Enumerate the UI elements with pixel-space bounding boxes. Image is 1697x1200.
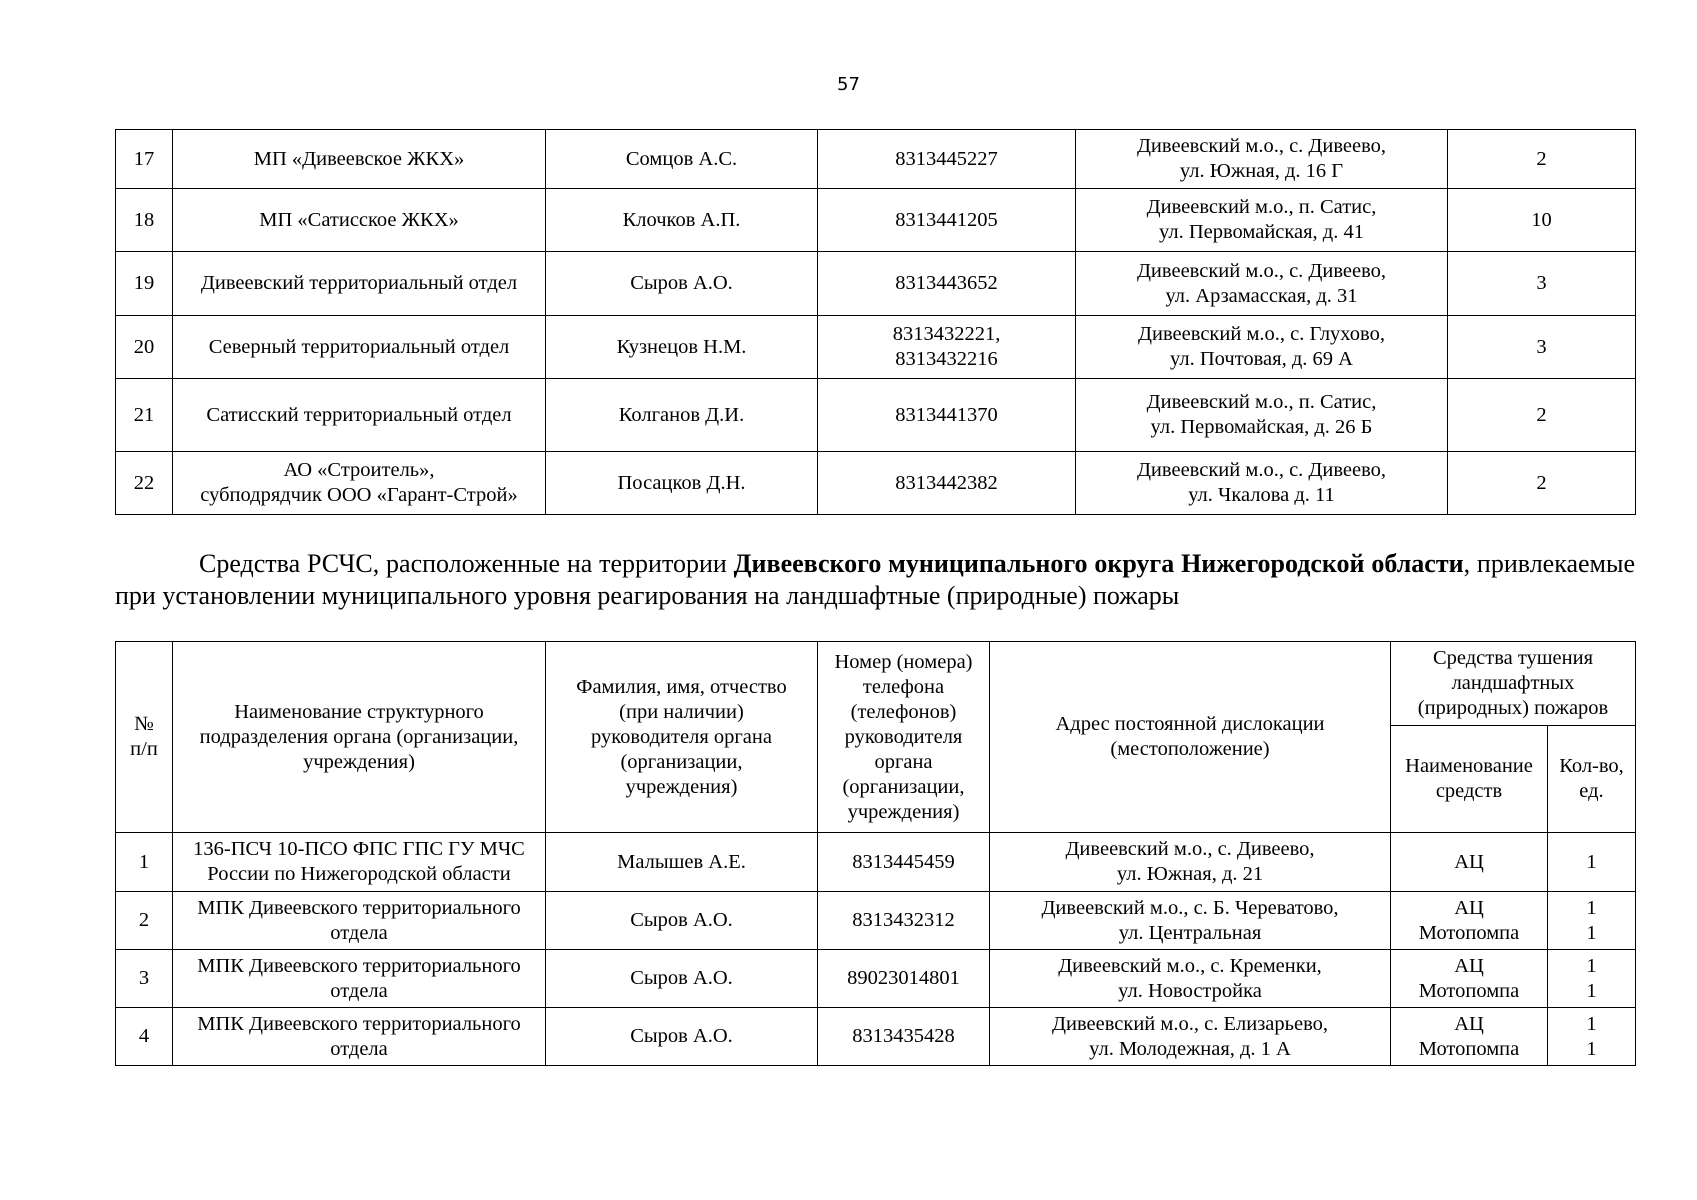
- row-number: 20: [116, 316, 173, 379]
- means-quantity: 1 1: [1548, 892, 1636, 950]
- phone-number: 8313441370: [818, 379, 1076, 452]
- row-number: 4: [116, 1008, 173, 1066]
- means-name: АЦ Мотопомпа: [1391, 892, 1548, 950]
- rschs-resources-table: [115, 641, 1636, 1066]
- organization-name: МПК Дивеевского территориального отдела: [173, 892, 546, 950]
- address: Дивеевский м.о., п. Сатис, ул. Первомайская, д. 41: [1076, 189, 1448, 252]
- address: Дивеевский м.о., с. Б. Череватово, ул. Центральная: [990, 892, 1391, 950]
- means-quantity: 1 1: [1548, 950, 1636, 1008]
- quantity: 3: [1448, 252, 1636, 316]
- address: Дивеевский м.о., с. Дивеево, ул. Южная, д. 16 Г: [1076, 130, 1448, 189]
- phone-number: 8313442382: [818, 452, 1076, 515]
- head-name: Сыров А.О.: [546, 1008, 818, 1066]
- page-number: 57: [837, 74, 860, 95]
- table-row: [116, 252, 1636, 316]
- organization-name: МПК Дивеевского территориального отдела: [173, 950, 546, 1008]
- table-row: [116, 892, 1636, 950]
- means-name: АЦ Мотопомпа: [1391, 950, 1548, 1008]
- head-name: Сыров А.О.: [546, 950, 818, 1008]
- organization-name: АО «Строитель», субподрядчик ООО «Гарант-Строй»: [173, 452, 546, 515]
- row-number: 21: [116, 379, 173, 452]
- head-name: Колганов Д.И.: [546, 379, 818, 452]
- means-quantity: 1 1: [1548, 1008, 1636, 1066]
- address: Дивеевский м.о., с. Дивеево, ул. Арзамасская, д. 31: [1076, 252, 1448, 316]
- row-number: 22: [116, 452, 173, 515]
- organization-name: Дивеевский территориальный отдел: [173, 252, 546, 316]
- organization-name: Северный территориальный отдел: [173, 316, 546, 379]
- head-name: Посацков Д.Н.: [546, 452, 818, 515]
- row-number: 17: [116, 130, 173, 189]
- head-name: Малышев А.Е.: [546, 833, 818, 892]
- address: Дивеевский м.о., с. Елизарьево, ул. Молодежная, д. 1 А: [990, 1008, 1391, 1066]
- phone-number: 8313443652: [818, 252, 1076, 316]
- heading-part-2: , привлекаемые при установлении муниципального уровня реагирования на ландшафтные (природные) пожары: [115, 549, 1635, 610]
- address: Дивеевский м.о., с. Глухово, ул. Почтовая, д. 69 А: [1076, 316, 1448, 379]
- quantity: 10: [1448, 189, 1636, 252]
- organization-name: 136-ПСЧ 10-ПСО ФПС ГПС ГУ МЧС России по Нижегородской области: [173, 833, 546, 892]
- address: Дивеевский м.о., п. Сатис, ул. Первомайская, д. 26 Б: [1076, 379, 1448, 452]
- organization-name: МПК Дивеевского территориального отдела: [173, 1008, 546, 1066]
- organization-name: МП «Сатисское ЖКХ»: [173, 189, 546, 252]
- header-phone: Номер (номера) телефона (телефонов) руководителя органа (организации, учреждения): [818, 642, 990, 833]
- quantity: 2: [1448, 379, 1636, 452]
- table-row: [116, 379, 1636, 452]
- organization-name: МП «Дивеевское ЖКХ»: [173, 130, 546, 189]
- resources-table-continued: [115, 129, 1636, 515]
- section-heading: [115, 548, 1635, 612]
- address: Дивеевский м.о., с. Кременки, ул. Новостройка: [990, 950, 1391, 1008]
- table-row: [116, 950, 1636, 1008]
- row-number: 2: [116, 892, 173, 950]
- organization-name: Сатисский территориальный отдел: [173, 379, 546, 452]
- phone-number: 8313441205: [818, 189, 1076, 252]
- table-row: [116, 316, 1636, 379]
- quantity: 3: [1448, 316, 1636, 379]
- table-row: [116, 452, 1636, 515]
- phone-number: 8313432312: [818, 892, 990, 950]
- row-number: 19: [116, 252, 173, 316]
- header-number: № п/п: [116, 642, 173, 833]
- address: Дивеевский м.о., с. Дивеево, ул. Чкалова д. 11: [1076, 452, 1448, 515]
- phone-number: 8313445227: [818, 130, 1076, 189]
- address: Дивеевский м.о., с. Дивеево, ул. Южная, д. 21: [990, 833, 1391, 892]
- row-number: 18: [116, 189, 173, 252]
- means-quantity: 1: [1548, 833, 1636, 892]
- phone-number: 89023014801: [818, 950, 990, 1008]
- table-row: [116, 189, 1636, 252]
- table-row: [116, 130, 1636, 189]
- table-row: [116, 1008, 1636, 1066]
- header-means-name: Наименование средств: [1391, 726, 1548, 833]
- header-organization: Наименование структурного подразделения органа (организации, учреждения): [173, 642, 546, 833]
- header-means-quantity: Кол-во, ед.: [1548, 726, 1636, 833]
- header-extinguishing-means: Средства тушения ландшафтных (природных) пожаров: [1391, 642, 1636, 726]
- phone-number: 8313432221, 8313432216: [818, 316, 1076, 379]
- head-name: Сыров А.О.: [546, 252, 818, 316]
- header-head-name: Фамилия, имя, отчество (при наличии) руководителя органа (организации, учреждения): [546, 642, 818, 833]
- head-name: Сыров А.О.: [546, 892, 818, 950]
- header-address: Адрес постоянной дислокации (местоположение): [990, 642, 1391, 833]
- quantity: 2: [1448, 452, 1636, 515]
- heading-part-1: Средства РСЧС, расположенные на территории: [199, 549, 734, 578]
- head-name: Клочков А.П.: [546, 189, 818, 252]
- means-name: АЦ Мотопомпа: [1391, 1008, 1548, 1066]
- row-number: 3: [116, 950, 173, 1008]
- row-number: 1: [116, 833, 173, 892]
- heading-bold-region: Дивеевского муниципального округа Нижегородской области: [733, 549, 1464, 578]
- head-name: Сомцов А.С.: [546, 130, 818, 189]
- means-name: АЦ: [1391, 833, 1548, 892]
- phone-number: 8313435428: [818, 1008, 990, 1066]
- head-name: Кузнецов Н.М.: [546, 316, 818, 379]
- phone-number: 8313445459: [818, 833, 990, 892]
- table-row: [116, 833, 1636, 892]
- quantity: 2: [1448, 130, 1636, 189]
